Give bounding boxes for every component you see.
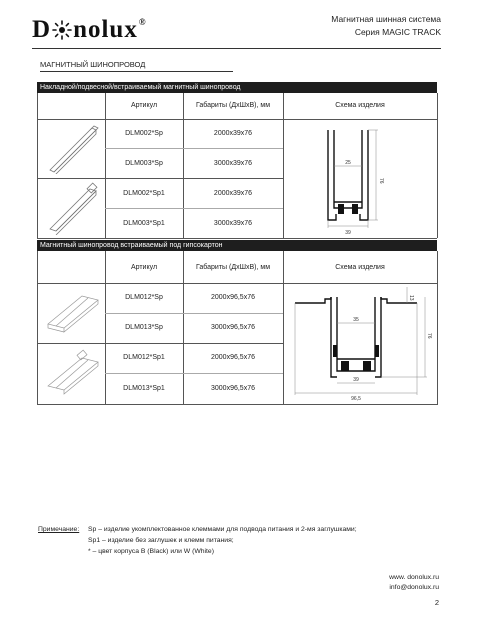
recessed-profile-diagram	[285, 285, 435, 403]
table1-row4-article: DLM003*Sp1	[123, 220, 165, 227]
notes-line1: Sp – изделие укомплектованное клеммами для подвода питания и 2-мя заглушками;	[88, 526, 357, 533]
product-image-track-sp1	[44, 181, 100, 235]
brand-logo	[32, 16, 147, 44]
track-profile-diagram	[300, 122, 420, 236]
table1-row1-article: DLM002*Sp	[125, 130, 163, 137]
logo-sun-icon	[52, 20, 72, 40]
logo-registered-mark: ®	[138, 17, 147, 27]
table2-row3-article: DLM012*Sp1	[123, 354, 165, 361]
section-title: МАГНИТНЫЙ ШИНОПРОВОД	[40, 60, 146, 69]
section-underline	[40, 71, 233, 72]
header-divider	[32, 48, 441, 49]
table2-col-dims: Габариты (ДхШхВ), мм	[195, 264, 271, 271]
table1-row1-dims: 2000x39x76	[213, 130, 253, 137]
dim-inner-width: 25	[345, 160, 351, 166]
page-number: 2	[434, 598, 439, 607]
table1-col-scheme: Схема изделия	[335, 102, 385, 109]
dim2-top: 13	[408, 295, 414, 301]
footer-email-link[interactable]: info@donolux.ru	[389, 584, 439, 591]
table2-row4-article: DLM013*Sp1	[123, 385, 165, 392]
header-subtitle: Магнитная шинная система	[331, 14, 441, 24]
dim-outer-width: 39	[345, 230, 351, 236]
table2-header-bar: Магнитный шинопровод встраиваемый под гипсокартон	[37, 240, 437, 251]
notes-line3: * – цвет корпуса B (Black) или W (White)	[88, 548, 214, 555]
footer-website-link[interactable]: www. donolux.ru	[389, 574, 439, 581]
logo-letter: D	[32, 16, 52, 43]
table1-row3-article: DLM002*Sp1	[123, 190, 165, 197]
table1-header-bar: Накладной/подвесной/встраиваемый магнитный шинопровод	[37, 82, 437, 93]
notes-label: Примечание:	[38, 526, 80, 533]
table1-row2-article: DLM003*Sp	[125, 160, 163, 167]
table1-col-dims: Габариты (ДхШхВ), мм	[195, 102, 271, 109]
dim2-height: 76	[426, 333, 432, 339]
table1-row3-dims: 2000x39x76	[213, 190, 253, 197]
table2-col-scheme: Схема изделия	[335, 264, 385, 271]
table2-row3-dims: 2000x96,5x76	[211, 354, 255, 361]
table1-row4-dims: 3000x39x76	[213, 220, 253, 227]
dim2-bottom-width: 39	[353, 377, 359, 383]
dim2-inner-width: 35	[353, 317, 359, 323]
table2-row1-dims: 2000x96,5x76	[211, 294, 255, 301]
notes-line2: Sp1 – изделие без заглушек и клемм питания;	[88, 537, 234, 544]
table2-row2-article: DLM013*Sp	[125, 324, 163, 331]
table1-row2-dims: 3000x39x76	[213, 160, 253, 167]
table2-row4-dims: 3000x96,5x76	[211, 385, 255, 392]
product-image-track-sp	[44, 122, 100, 174]
table1-col-article: Артикул	[130, 102, 158, 109]
table2-row2-dims: 3000x96,5x76	[211, 324, 255, 331]
dim-height: 76	[378, 178, 384, 184]
header-series: Серия MAGIC TRACK	[354, 27, 441, 37]
product-image-recessed-sp1	[42, 348, 102, 402]
table2-row1-article: DLM012*Sp	[125, 294, 163, 301]
product-image-recessed-sp	[42, 288, 102, 340]
dim2-outer-width: 96,5	[351, 396, 361, 402]
logo-text: nolux	[73, 16, 138, 43]
table2-col-article: Артикул	[130, 264, 158, 271]
